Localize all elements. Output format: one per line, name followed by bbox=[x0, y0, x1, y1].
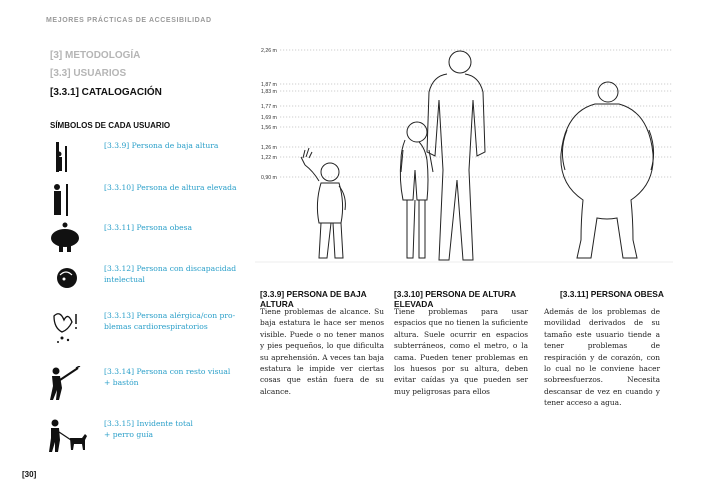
symbol-label: [3.3.10] Persona de altura elevada bbox=[104, 183, 237, 192]
height-guides bbox=[280, 50, 673, 177]
height-label: 1,69 m bbox=[261, 115, 277, 121]
symbol-row bbox=[46, 310, 286, 350]
obese-person-figure bbox=[561, 82, 654, 258]
short-person-icon bbox=[46, 140, 90, 176]
height-label: 2,26 m bbox=[261, 48, 277, 54]
symbol-row bbox=[46, 366, 286, 406]
guide-dog-icon bbox=[46, 418, 90, 454]
column-title-altura-elevada: [3.3.10] PERSONA DE ALTURA ELEVADA bbox=[394, 289, 516, 309]
symbol-row bbox=[46, 222, 286, 262]
column-body-obesa: Además de los problemas de movilidad derivados de su tamaño este usuario tiende a tener problemas de respiración y de corazón, con lo cual no le conviene hacer sobreesfuerzos. Necesita descansar de vez en cuando y tener acceso a agua. bbox=[544, 307, 660, 408]
symbol-label: [3.3.11] Persona obesa bbox=[104, 223, 193, 232]
height-label: 1,77 m bbox=[261, 104, 277, 110]
height-label: 1,83 m bbox=[261, 89, 277, 95]
height-label: 1,22 m bbox=[261, 155, 277, 161]
column-body-altura-elevada: Tiene problemas para usar espacios que no tienen la suficiente altura. Suele ocurrir en espacios subterráneos, como el metro, o la cama. Pueden tener problemas en los huesos por su altura, deben evitar caídas ya que pueden ser muy peligrosas para ellos bbox=[394, 307, 528, 396]
column-title-obesa: [3.3.11] PERSONA OBESA bbox=[560, 289, 664, 299]
height-label: 1,56 m bbox=[261, 125, 277, 131]
symbol-label: [3.3.9] Persona de baja altura bbox=[104, 141, 219, 150]
symbol-row bbox=[46, 263, 286, 303]
head-icon bbox=[46, 263, 90, 299]
section-heading-metodologia: [3] METODOLOGÍA bbox=[50, 50, 141, 61]
symbol-label: [3.3.12] Persona con discapacidad intelectual bbox=[104, 264, 237, 284]
page-number: [30] bbox=[22, 470, 37, 479]
short-person-figure bbox=[301, 148, 345, 258]
section-heading-usuarios: [3.3] USUARIOS bbox=[50, 68, 127, 79]
symbol-row bbox=[46, 418, 286, 458]
symbols-title: SÍMBOLOS DE CADA USUARIO bbox=[50, 121, 171, 130]
symbol-label: [3.3.14] Persona con resto visual + bastón bbox=[104, 367, 231, 387]
tall-man-figure bbox=[427, 51, 485, 260]
column-title-baja-altura: [3.3.9] PERSONA DE BAJA ALTURA bbox=[260, 289, 367, 309]
allergy-icon bbox=[46, 310, 90, 346]
tall-person-icon bbox=[46, 182, 90, 218]
column-body-baja-altura: Tiene problemas de alcance. Su baja estatura le hace ser menos visible. Puede o no tener manos y pies pequeños, lo que dificulta su aprehensión. A veces tan baja estatura le impide ver ciertas cosas que están fuera de su alcance. bbox=[260, 307, 384, 396]
symbol-row bbox=[46, 182, 286, 222]
symbol-row bbox=[46, 140, 286, 180]
height-label: 1,87 m bbox=[261, 82, 277, 88]
cane-user-icon bbox=[46, 366, 90, 402]
symbol-label: [3.3.15] Invidente total + perro guía bbox=[104, 419, 193, 439]
symbol-label: [3.3.13] Persona alérgica/con pro- blemas cardiorespiratorios bbox=[104, 311, 236, 331]
running-header: MEJORES PRÁCTICAS DE ACCESIBILIDAD bbox=[46, 17, 212, 24]
child-figure bbox=[400, 122, 433, 258]
height-comparison-figure bbox=[255, 40, 673, 268]
height-label: 1,26 m bbox=[261, 145, 277, 151]
section-heading-catalogacion: [3.3.1] CATALOGACIÓN bbox=[50, 87, 162, 98]
height-label: 0,90 m bbox=[261, 175, 277, 181]
obese-person-icon bbox=[46, 222, 90, 258]
